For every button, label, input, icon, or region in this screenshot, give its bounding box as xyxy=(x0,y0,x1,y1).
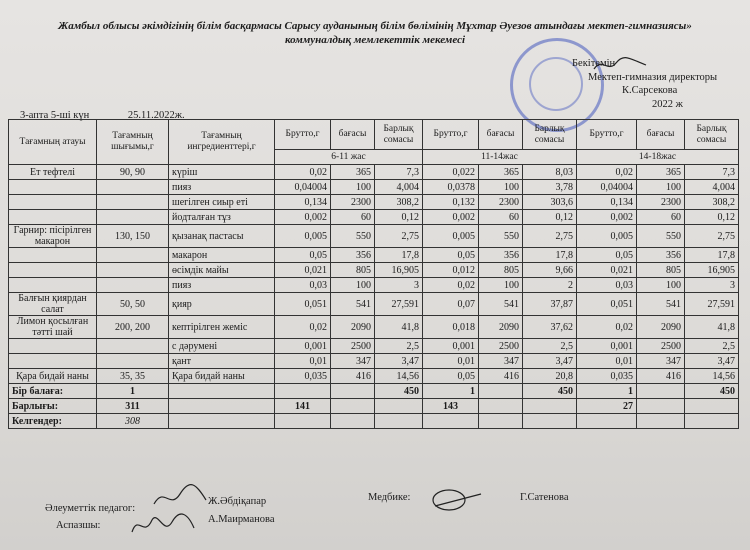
value-cell: 27,591 xyxy=(685,293,739,316)
value-cell: 2500 xyxy=(479,339,523,354)
value-cell: 2,75 xyxy=(523,225,577,248)
portion-count-2: 1 xyxy=(423,384,479,399)
value-cell: 308,2 xyxy=(375,195,423,210)
value-cell: 0,03 xyxy=(577,278,637,293)
portion-count-3: 1 xyxy=(577,384,637,399)
dish-yield xyxy=(97,195,169,210)
portion-label: Бір балаға: xyxy=(9,384,97,399)
value-cell: 0,05 xyxy=(577,248,637,263)
value-cell: 3 xyxy=(375,278,423,293)
value-cell: 20,8 xyxy=(523,369,577,384)
cook-name: А.Маирманова xyxy=(208,514,275,525)
value-cell: 3,78 xyxy=(523,180,577,195)
value-cell: 0,12 xyxy=(375,210,423,225)
value-cell: 0,02 xyxy=(275,165,331,180)
dish-yield: 35, 35 xyxy=(97,369,169,384)
value-cell: 2090 xyxy=(479,316,523,339)
value-cell: 100 xyxy=(637,278,685,293)
approval-date: 2022 ж xyxy=(652,99,683,110)
value-cell: 100 xyxy=(331,278,375,293)
value-cell: 0,012 xyxy=(423,263,479,278)
menu-table xyxy=(8,119,739,429)
value-cell: 347 xyxy=(637,354,685,369)
children-count-3: 27 xyxy=(577,399,637,414)
value-cell: 2300 xyxy=(331,195,375,210)
value-cell: 805 xyxy=(637,263,685,278)
value-cell: 27,591 xyxy=(375,293,423,316)
value-cell: 0,021 xyxy=(275,263,331,278)
value-cell: 416 xyxy=(331,369,375,384)
value-cell: 0,001 xyxy=(423,339,479,354)
table-row xyxy=(9,278,739,293)
ingredient-name: пияз xyxy=(169,180,275,195)
value-cell: 0,05 xyxy=(275,248,331,263)
value-cell: 2300 xyxy=(479,195,523,210)
value-cell: 3 xyxy=(685,278,739,293)
portion-total-2: 450 xyxy=(523,384,577,399)
cook-label: Аспазшы: xyxy=(56,520,101,531)
ingredient-name: қант xyxy=(169,354,275,369)
value-cell: 7,3 xyxy=(375,165,423,180)
value-cell: 9,66 xyxy=(523,263,577,278)
col-yield: Тағамның шығымы,г xyxy=(97,120,169,165)
dish-yield: 130, 150 xyxy=(97,225,169,248)
approval-name: К.Сарсекова xyxy=(622,85,678,96)
ingredient-name: шегілген сиыр еті xyxy=(169,195,275,210)
value-cell: 2,5 xyxy=(685,339,739,354)
dish-yield xyxy=(97,278,169,293)
col-total: Барлық сомасы xyxy=(685,120,739,150)
dish-name xyxy=(9,248,97,263)
value-cell: 0,0378 xyxy=(423,180,479,195)
dish-name xyxy=(9,354,97,369)
menu-date: 25.11.2022ж. xyxy=(127,110,185,121)
col-ingredient: Тағамның ингредиенттері,г xyxy=(169,120,275,165)
value-cell: 365 xyxy=(479,165,523,180)
value-cell: 541 xyxy=(637,293,685,316)
age-group-3: 14-18жас xyxy=(577,150,739,165)
col-dish: Тағамның атауы xyxy=(9,120,97,165)
value-cell: 4,004 xyxy=(685,180,739,195)
dish-yield xyxy=(97,248,169,263)
dish-yield xyxy=(97,263,169,278)
value-cell: 2,75 xyxy=(375,225,423,248)
ingredient-name: пияз xyxy=(169,278,275,293)
dish-yield: 90, 90 xyxy=(97,165,169,180)
value-cell: 2,75 xyxy=(685,225,739,248)
table-row xyxy=(9,210,739,225)
value-cell: 347 xyxy=(479,354,523,369)
value-cell: 37,87 xyxy=(523,293,577,316)
value-cell: 60 xyxy=(637,210,685,225)
col-brutto: Брутто,г xyxy=(577,120,637,150)
value-cell: 17,8 xyxy=(523,248,577,263)
col-brutto: Брутто,г xyxy=(423,120,479,150)
value-cell: 0,01 xyxy=(275,354,331,369)
day-label: 3-апта 5-ші күн xyxy=(20,110,90,121)
value-cell: 3,47 xyxy=(375,354,423,369)
value-cell: 41,8 xyxy=(375,316,423,339)
value-cell: 0,051 xyxy=(577,293,637,316)
value-cell: 2500 xyxy=(331,339,375,354)
value-cell: 16,905 xyxy=(375,263,423,278)
table-row xyxy=(9,339,739,354)
dish-name: Қара бидай наны xyxy=(9,369,97,384)
value-cell: 0,018 xyxy=(423,316,479,339)
value-cell: 0,035 xyxy=(577,369,637,384)
value-cell: 0,02 xyxy=(423,278,479,293)
dish-name xyxy=(9,180,97,195)
value-cell: 100 xyxy=(479,180,523,195)
value-cell: 41,8 xyxy=(685,316,739,339)
table-row xyxy=(9,195,739,210)
menu-body xyxy=(9,165,739,384)
value-cell: 17,8 xyxy=(375,248,423,263)
value-cell: 0,134 xyxy=(577,195,637,210)
value-cell: 0,002 xyxy=(577,210,637,225)
ingredient-name: қызанақ пастасы xyxy=(169,225,275,248)
value-cell: 0,07 xyxy=(423,293,479,316)
value-cell: 2090 xyxy=(637,316,685,339)
value-cell: 7,3 xyxy=(685,165,739,180)
value-cell: 0,005 xyxy=(275,225,331,248)
header-line2: коммуналдық мемлекеттік мекемесі xyxy=(284,34,466,46)
value-cell: 0,02 xyxy=(577,165,637,180)
dish-yield xyxy=(97,354,169,369)
dish-name: Ет тефтелі xyxy=(9,165,97,180)
summary-received-row xyxy=(9,414,739,429)
value-cell: 8,03 xyxy=(523,165,577,180)
nurse-label: Медбике: xyxy=(368,492,411,503)
children-label: Барлығы: xyxy=(9,399,97,414)
value-cell: 0,132 xyxy=(423,195,479,210)
teacher-name: Ж.Әбдіқапар xyxy=(208,496,267,507)
col-total: Барлық сомасы xyxy=(523,120,577,150)
value-cell: 541 xyxy=(479,293,523,316)
value-cell: 308,2 xyxy=(685,195,739,210)
value-cell: 0,005 xyxy=(577,225,637,248)
value-cell: 0,035 xyxy=(275,369,331,384)
portion-total-3: 450 xyxy=(685,384,739,399)
value-cell: 0,04004 xyxy=(275,180,331,195)
value-cell: 0,01 xyxy=(423,354,479,369)
col-price: бағасы xyxy=(331,120,375,150)
value-cell: 2,5 xyxy=(375,339,423,354)
summary-portion-row xyxy=(9,384,739,399)
dish-yield: 200, 200 xyxy=(97,316,169,339)
value-cell: 17,8 xyxy=(685,248,739,263)
value-cell: 0,005 xyxy=(423,225,479,248)
dish-name: Гарнир: пісірілген макарон xyxy=(9,225,97,248)
age-group-1: 6-11 жас xyxy=(275,150,423,165)
received-value: 308 xyxy=(97,414,169,429)
col-brutto: Брутто,г xyxy=(275,120,331,150)
value-cell: 416 xyxy=(479,369,523,384)
dish-yield: 50, 50 xyxy=(97,293,169,316)
ingredient-name: кептірілген жеміс xyxy=(169,316,275,339)
age-group-2: 11-14жас xyxy=(423,150,577,165)
value-cell: 60 xyxy=(479,210,523,225)
value-cell: 805 xyxy=(331,263,375,278)
value-cell: 100 xyxy=(479,278,523,293)
table-row xyxy=(9,263,739,278)
teacher-label: Әлеуметтік педагог: xyxy=(45,503,136,514)
col-total: Барлық сомасы xyxy=(375,120,423,150)
value-cell: 0,021 xyxy=(577,263,637,278)
portion-count: 1 xyxy=(97,384,169,399)
summary-children-row xyxy=(9,399,739,414)
value-cell: 0,022 xyxy=(423,165,479,180)
table-row xyxy=(9,316,739,339)
value-cell: 60 xyxy=(331,210,375,225)
dish-name xyxy=(9,263,97,278)
value-cell: 0,05 xyxy=(423,248,479,263)
value-cell: 550 xyxy=(479,225,523,248)
ingredient-name: макарон xyxy=(169,248,275,263)
value-cell: 100 xyxy=(637,180,685,195)
value-cell: 100 xyxy=(331,180,375,195)
value-cell: 2090 xyxy=(331,316,375,339)
col-price: бағасы xyxy=(637,120,685,150)
value-cell: 356 xyxy=(479,248,523,263)
table-row xyxy=(9,180,739,195)
value-cell: 2 xyxy=(523,278,577,293)
value-cell: 356 xyxy=(637,248,685,263)
ingredient-name: өсімдік майы xyxy=(169,263,275,278)
dish-name xyxy=(9,210,97,225)
table-row xyxy=(9,248,739,263)
value-cell: 0,134 xyxy=(275,195,331,210)
ingredient-name: с дәрумені xyxy=(169,339,275,354)
ingredient-name: күріш xyxy=(169,165,275,180)
value-cell: 303,6 xyxy=(523,195,577,210)
value-cell: 365 xyxy=(637,165,685,180)
value-cell: 16,905 xyxy=(685,263,739,278)
col-price: бағасы xyxy=(479,120,523,150)
director-signature xyxy=(590,55,650,80)
ingredient-name: қияр xyxy=(169,293,275,316)
approval-title: Мектеп-гимназия директоры xyxy=(588,72,718,83)
value-cell: 2,5 xyxy=(523,339,577,354)
dish-yield xyxy=(97,339,169,354)
header-line1: Жамбыл облысы әкімдігінің білім басқармасы Сарысу ауданының білім бөлімінің Мұхтар Әуезов атындағы мектеп-гимназиясы» xyxy=(58,20,692,32)
cook-signature xyxy=(128,508,198,547)
received-label: Келгендер: xyxy=(9,414,97,429)
approval-approved: Бекітемін xyxy=(572,58,616,69)
value-cell: 37,62 xyxy=(523,316,577,339)
children-count-1: 311 xyxy=(97,399,169,414)
value-cell: 356 xyxy=(331,248,375,263)
dish-yield xyxy=(97,180,169,195)
dish-name: Балғын қиярдан салат xyxy=(9,293,97,316)
value-cell: 0,12 xyxy=(685,210,739,225)
children-sum-1: 141 xyxy=(275,399,331,414)
value-cell: 416 xyxy=(637,369,685,384)
dish-name xyxy=(9,339,97,354)
value-cell: 0,05 xyxy=(423,369,479,384)
ingredient-name: Қара бидай наны xyxy=(169,369,275,384)
value-cell: 14,56 xyxy=(685,369,739,384)
dish-name: Лимон қосылған тәтті шай xyxy=(9,316,97,339)
children-count-2: 143 xyxy=(423,399,479,414)
value-cell: 347 xyxy=(331,354,375,369)
value-cell: 550 xyxy=(331,225,375,248)
table-row xyxy=(9,165,739,180)
table-row xyxy=(9,225,739,248)
table-row xyxy=(9,369,739,384)
value-cell: 0,02 xyxy=(275,316,331,339)
value-cell: 0,001 xyxy=(275,339,331,354)
nurse-name: Г.Сатенова xyxy=(520,492,569,503)
nurse-signature xyxy=(425,486,485,521)
value-cell: 0,001 xyxy=(577,339,637,354)
value-cell: 0,01 xyxy=(577,354,637,369)
value-cell: 3,47 xyxy=(685,354,739,369)
value-cell: 805 xyxy=(479,263,523,278)
value-cell: 0,12 xyxy=(523,210,577,225)
value-cell: 0,03 xyxy=(275,278,331,293)
official-stamp xyxy=(510,38,604,132)
dish-name xyxy=(9,195,97,210)
value-cell: 4,004 xyxy=(375,180,423,195)
table-row xyxy=(9,293,739,316)
dish-yield xyxy=(97,210,169,225)
ingredient-name: йодталған тұз xyxy=(169,210,275,225)
value-cell: 0,002 xyxy=(423,210,479,225)
value-cell: 0,04004 xyxy=(577,180,637,195)
portion-total-1: 450 xyxy=(375,384,423,399)
value-cell: 0,051 xyxy=(275,293,331,316)
value-cell: 550 xyxy=(637,225,685,248)
value-cell: 2500 xyxy=(637,339,685,354)
value-cell: 2300 xyxy=(637,195,685,210)
value-cell: 541 xyxy=(331,293,375,316)
value-cell: 365 xyxy=(331,165,375,180)
value-cell: 14,56 xyxy=(375,369,423,384)
dish-name xyxy=(9,278,97,293)
value-cell: 3,47 xyxy=(523,354,577,369)
value-cell: 0,02 xyxy=(577,316,637,339)
table-row xyxy=(9,354,739,369)
value-cell: 0,002 xyxy=(275,210,331,225)
